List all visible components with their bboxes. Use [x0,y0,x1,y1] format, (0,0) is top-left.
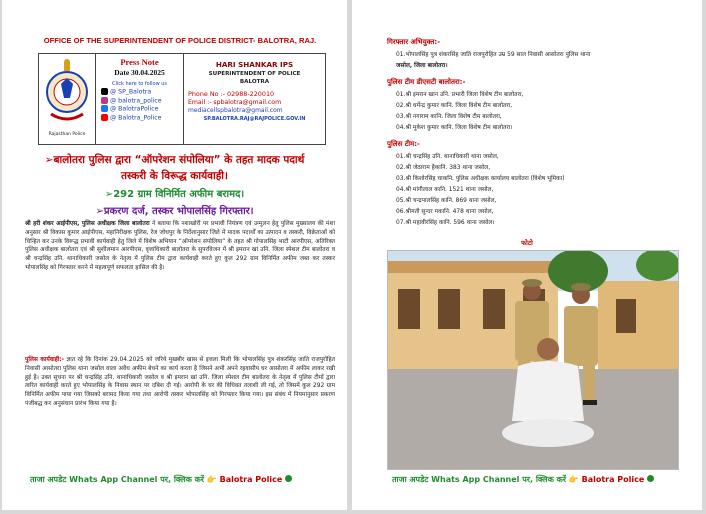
press-note-date: Date 30.04.2025 [114,68,165,77]
social-x[interactable] [101,88,183,96]
email-address[interactable]: Email :- spbalotra@gmail.com [188,99,282,106]
team-member: 01.श्री चन्द्रसिंह उनि. थानाधिकारी थाना जसोल, [396,154,499,160]
arrested-title: गिरफ्तार अभियुक्त:- [387,38,441,46]
team-member: 02.श्री जेठाराम हैकानि. 383 थाना जसोल, [396,165,491,171]
media-email[interactable]: mediacellspbalotra@gmail.com [188,107,283,114]
instagram-icon [101,97,108,104]
team-title: पुलिस टीम:- [387,140,420,148]
phone-number: Phone No :- 02988-220010 [188,90,275,98]
team-member: 07.श्री महावीरसिंह कानि. 596 थाना जसोल। [396,220,495,226]
verified-icon [285,475,292,482]
headline-line-1: ➢बालोतरा पुलिस द्वारा “ऑपरेशन संपोलिया” के तहत मादक पदार्थ [44,154,305,166]
social-facebook-label: @ BalotraPolice [110,105,159,113]
action-label: पुलिस कार्यवाही:- [25,357,65,363]
police-emblem [39,54,96,144]
press-note-left-page [2,0,347,510]
social-instagram-label: @ balotra_police [110,97,162,104]
emblem-label: Rajasthan Police [48,132,86,137]
photo-label: फोटो [521,239,533,247]
press-note-block [96,54,184,144]
team-member: 05.श्री चन्द्रपालसिंह कानि. 869 थाना जसोल, [396,198,497,204]
social-x-label: @ SP_Balotra [110,88,152,96]
arrested-line-1: 01.भोपालसिंह पुत्र शंकरसिंह जाति राजपुरोहित उम्र 59 साल निवासी आसोतरा पुलिस थाना [396,52,591,58]
social-youtube-label: @ Balotra_Police [110,114,162,121]
facebook-icon [101,105,108,112]
hand-pointer-icon: 👉 [568,475,579,484]
footer-text: ताजा अपडेट Whats App Channel पर, क्लिक करें [392,475,567,484]
action-paragraph [25,356,335,409]
letterhead [38,53,326,145]
verified-icon [647,475,654,482]
intro-text: ने बताया कि नशाखोरी पर प्रभावी नियंत्रण एवं उन्मूलन हेतु पुलिस मुख्यालय की मंशा अनुसार श्री विकास कुमार आईपीएस, महानिरीक्षक पुलिस, रेंज जोधपुर के निर्देशानुसार जिले में मादक पदार्थों का उत्पादन व तस्करी, विक्रेताओं को चिन्हित कर उनके विरूद्ध प्रभावी कार्यवाही हेतु जिले में विशेष अभियान “ऑपरेशन संपोलिया” के तहत श्री गोपालसिंह भाटी आरपीएस, अतिरिक्त पुलिस अधीक्षक बालोतरा एवं श्री सुशीलमान आरपीएस, वृत्ताधिकारी बालोतरा के सुपरविजन में श्री इमरान खां उनि. जिला स्पेशल टीम बालोतरा व श्री चन्द्रसिंह उनि. थानाधिकारी जसोल के नेतृत्व में पुलिस टीम द्वारा कार्यवाही करते हुए कुल 292 ग्राम विनिर्मित अफीम जब्त कर तस्कर भोपालसिंह को गिरफ्तार करने में महत्वपूर्ण सफलता हासिल की है। [25,221,335,271]
action-text: ज्ञात रहे कि दिनांक 29.04.2025 को जरिये मुखबीर खास से इत्तला मिली कि भोपालसिंह पुत्र शंकरसिंह जाति राजपुरोहित निवासी आसोतरा पुलिस थाना जसोल वाला अवैध अफीम बेचने का कार्य करता है जिसने अभी अपने रहवासीय घर आसोतरा में अफीम लाकर रखी हुई है। उक्त सूचना पर श्री चन्द्रसिंह उनि. थानाधिकारी जसोल व श्री इमरान खां उनि. जिला स्पेशल टीम बालोतरा के नेतृत्व में पुलिस टीमों द्वारा त्वरित कार्यवाही करते हुए भोपालसिंह के निवास स्थान पर दबिश दी गई। आरोपी के घर की विधिवत तलाशी ली गई, तो जिसमें कुल 292 ग्राम विनिर्मित अफीम पाया गया जिसको बरामद किया गया तथा आरोपी तस्कर भोपालसिंह को गिरफ्तार किया गया। इस संबंध में नियमानुसार प्रकरण पंजीबद्ध कर अनुसंधान प्रारंभ किया गया है। [25,357,336,407]
hand-pointer-icon: 👉 [206,475,217,484]
rajasthan-police-logo-icon [39,54,95,132]
team-member: 04.श्री मांगीलाल कानि. 1521 थाना जसोल, [396,187,494,193]
intro-lead: श्री हरी शंकर आईपीएस, पुलिस अधीक्षक जिला बालोतरा [25,221,150,227]
headline-line-4: ➢प्रकरण दर्ज, तस्कर भोपालसिंह गिरफ्तार। [95,206,254,217]
press-note-title: Press Note [120,57,159,67]
arrest-photo [387,250,679,470]
youtube-icon [101,114,108,121]
officer-place: BALOTRA [239,79,270,85]
footer-brand: Balotra Police [581,475,645,484]
headline-line-2: तस्करी के विरूद्ध कार्यवाही। [121,170,228,182]
social-instagram[interactable] [101,97,183,105]
intro-paragraph [25,220,335,273]
follow-text: Click here to follow us [111,81,168,87]
dst-member: 01.श्री इमरान खान उनि. प्रभारी जिला विशेष टीम बालोतरा, [396,92,524,98]
press-note-right-page [352,0,702,510]
whatsapp-footer-right[interactable] [392,474,654,485]
footer-text: ताजा अपडेट Whats App Channel पर, क्लिक करें [30,475,205,484]
arrest-photo-illustration [388,251,678,469]
social-facebook[interactable] [101,105,183,113]
website-link[interactable]: SP.BALOTRA.RAJ@RAJPOLICE.GOV.IN [203,116,306,122]
dst-member: 04.श्री मुकेश कुमार कानि. जिला विशेष टीम बालोतरा। [396,125,513,131]
headline-line-3: ➢292 ग्राम विनिर्मित अफीम बरामद। [104,189,245,200]
officer-block [184,54,325,144]
dst-member: 03.श्री नगाराम कानि. जिला विशेष टीम बालोतरा, [396,114,502,120]
officer-name: HARI SHANKAR IPS [215,60,294,69]
officer-title: SUPERINTENDENT OF POLICE [208,71,301,77]
dst-title: पुलिस टीम डीएसटी बालोतरा:- [387,78,466,86]
dst-member: 02.श्री धर्मेन्द्र कुमार कानि. जिला विशेष टीम बालोतरा, [396,103,513,109]
arrested-line-2: जसोल, जिला बालोतरा। [396,63,448,69]
x-icon [101,88,108,95]
social-youtube[interactable] [101,114,183,122]
footer-brand: Balotra Police [219,475,283,484]
team-member: 03.श्री किशोरसिंह चाकनि. पुलिस अधीक्षक कार्यालय बालोतरा (विशेष भूमिका) [396,176,565,182]
team-member: 06.श्रीमती सुन्दर मकानि. 478 थाना जसोल, [396,209,494,215]
office-title: OFFICE OF THE SUPERINTENDENT OF POLICE DISTRICT- BALOTRA, RAJ. [43,36,317,45]
whatsapp-footer-left[interactable] [30,474,292,485]
